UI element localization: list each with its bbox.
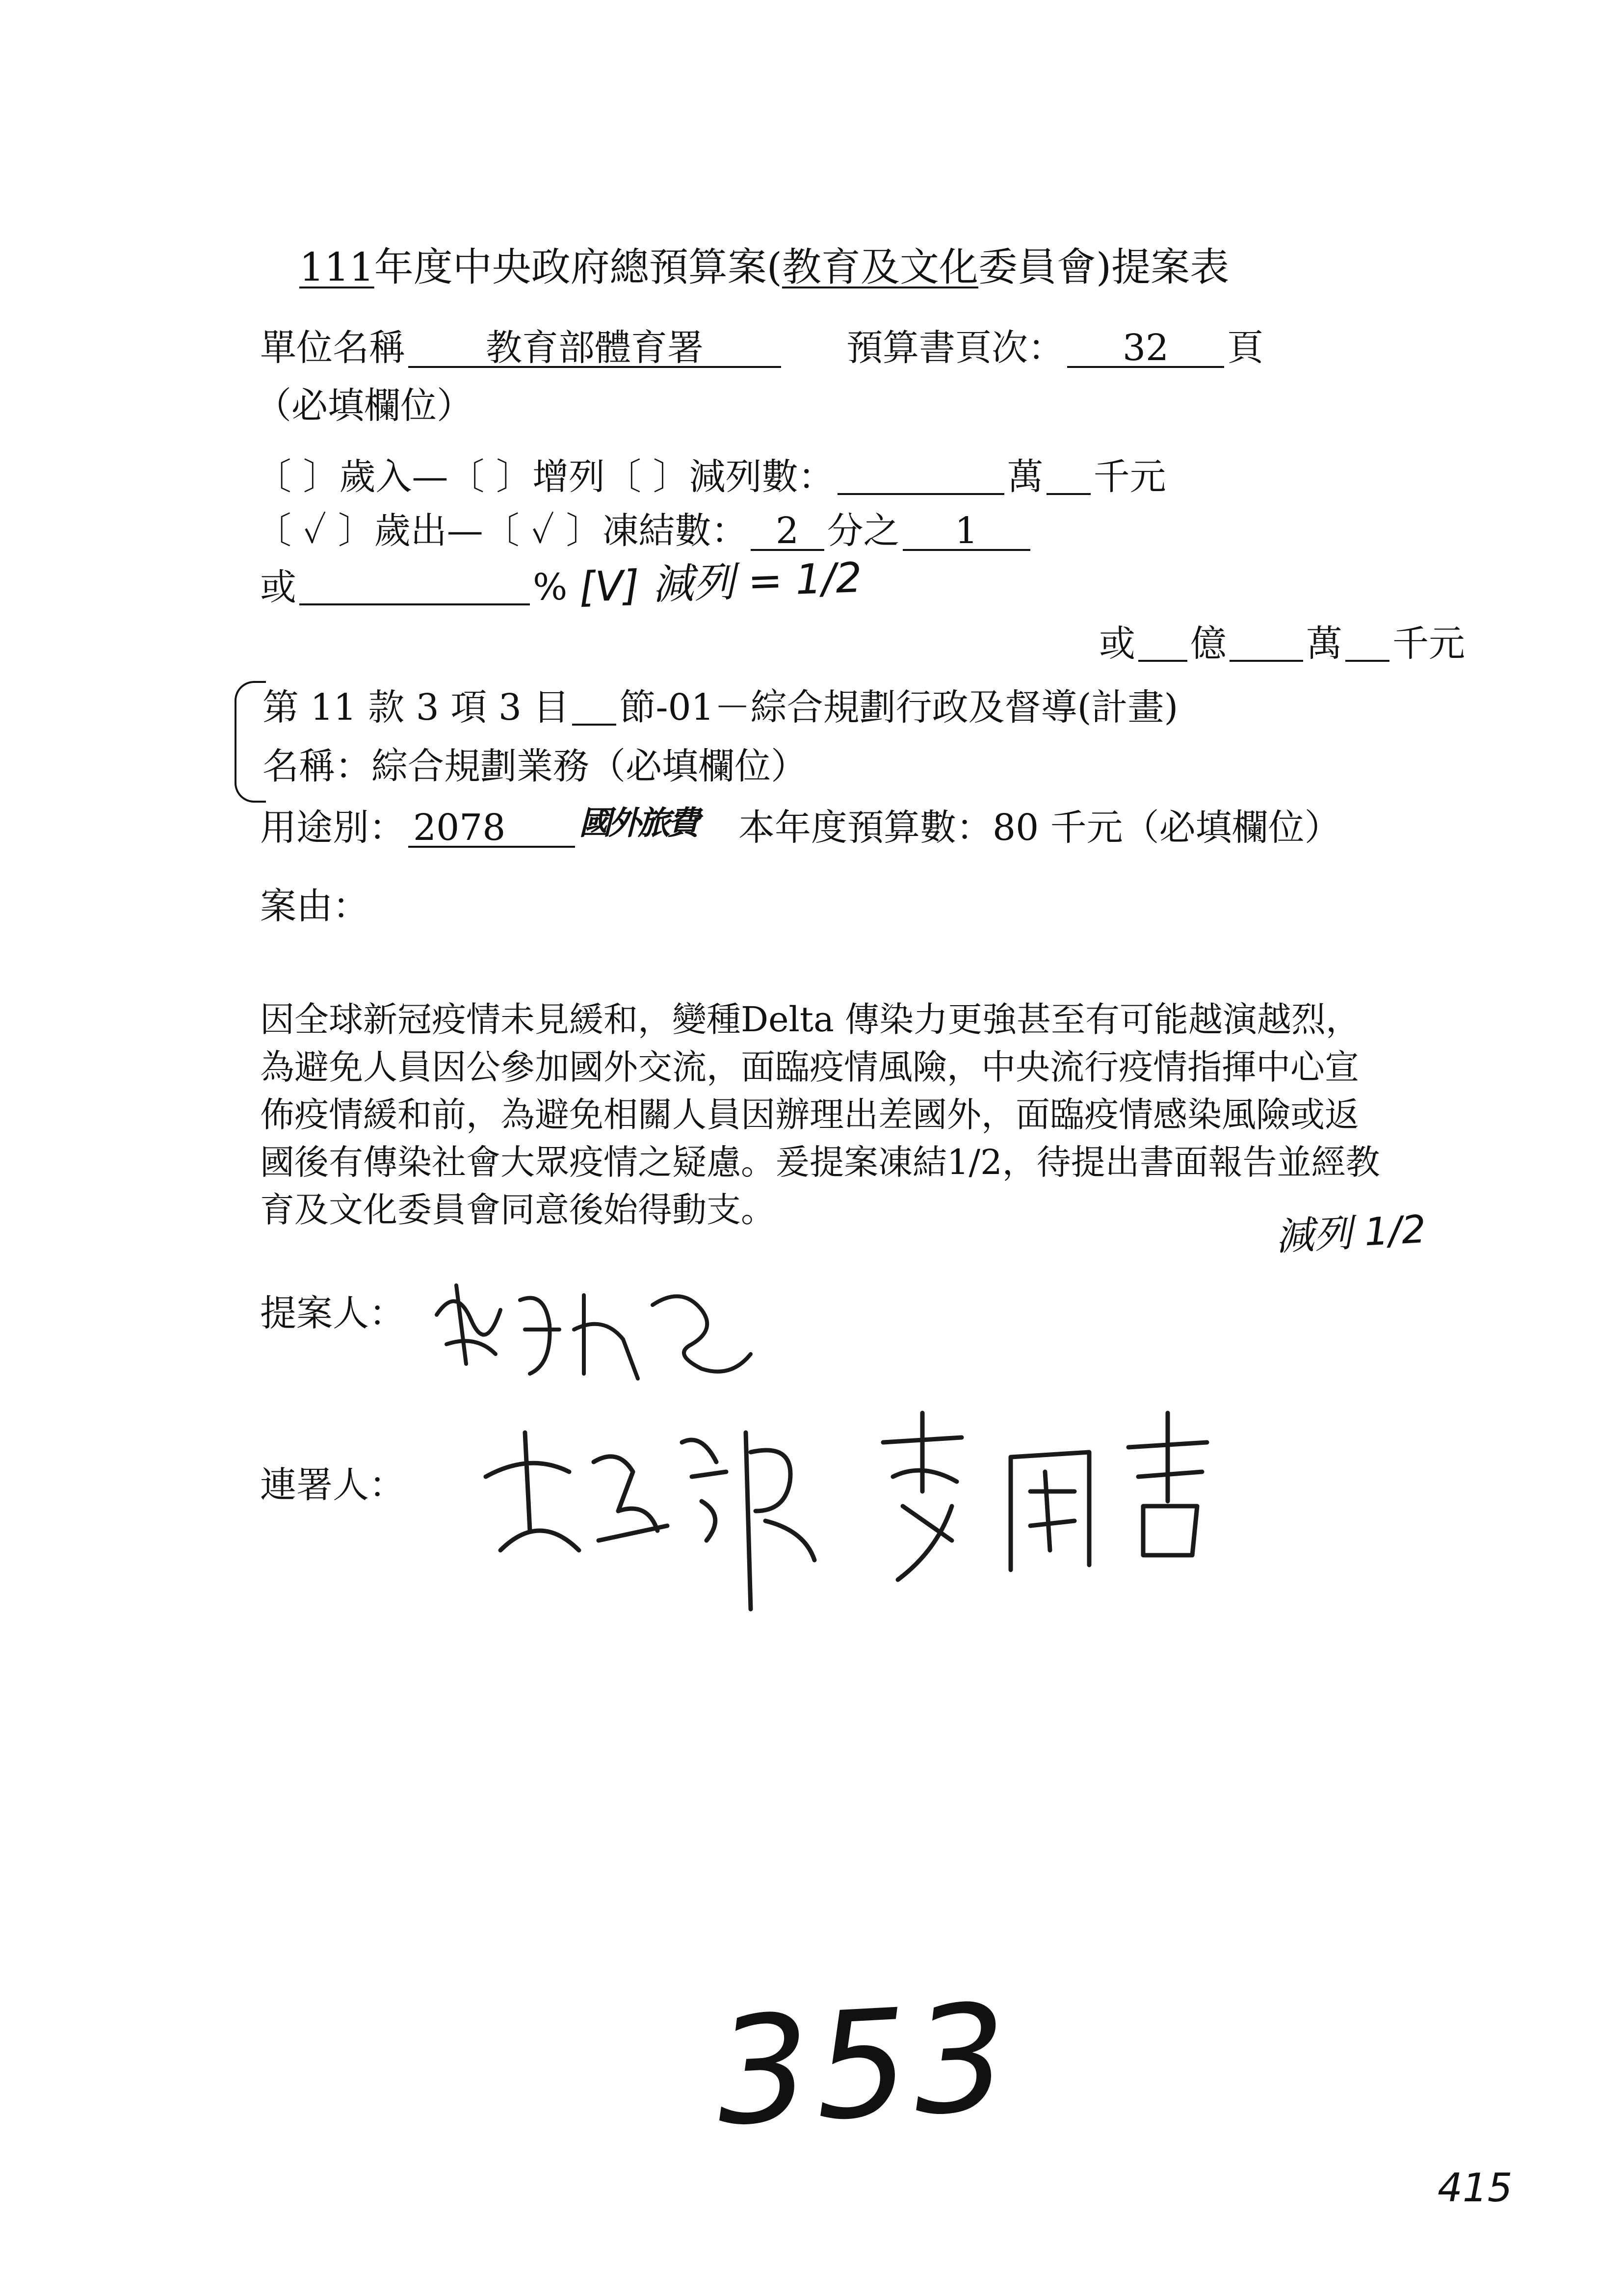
revenue-box-1: 〔 〕 (255, 456, 340, 498)
revenue-label-3: 減列數： (689, 456, 835, 498)
item-prefix: 第 11 款 3 項 3 目 (262, 686, 570, 729)
usage-line (260, 809, 578, 848)
title-mid: 年度中央政府總預算案( (374, 244, 782, 290)
usage-rest: 本年度預算數：80 千元（必填欄位） (738, 807, 1341, 849)
reduce-thousand-blank (1047, 459, 1091, 495)
cosigner-signature-1 (471, 1403, 824, 1619)
item-line (262, 686, 1179, 729)
usage-handwritten: 國外旅費 (579, 804, 697, 842)
amount-yi: 億 (1190, 623, 1227, 665)
expense-label-2: 凍結數： (602, 510, 748, 552)
title-committee: 教育及文化 (782, 244, 978, 290)
freeze-numerator: 1 (903, 513, 1030, 551)
item-bracket (235, 681, 266, 803)
section-blank (572, 689, 616, 726)
title-end: 委員會)提案表 (978, 244, 1230, 290)
revenue-box-3: 〔 〕 (605, 456, 689, 498)
or-label: 或 (260, 566, 296, 608)
unit-required-note: （必填欄位） (255, 385, 473, 427)
percent-sign: % (533, 566, 568, 608)
proposer-signature (427, 1256, 770, 1413)
amount-wan: 萬 (1306, 623, 1342, 665)
revenue-qian: 千元 (1093, 456, 1166, 498)
name-line: 名稱：綜合規劃業務（必填欄位） (262, 745, 807, 787)
reason-text: 因全球新冠疫情未見緩和，變種Delta 傳染力更強甚至有可能越演越烈，為避免人員因公參加國外交流，面臨疫情風險，中央流行疫情指揮中心宣佈疫情緩和前，為避免相關人員因辦理出差國外，面臨疫情感染風險或返國後有傳染社會大眾疫情之疑慮。爰提案凍結1/2，待提出書面報告並經教育及文化委員會同意後始得動支。 (260, 999, 1380, 1230)
wan-blank (1230, 626, 1303, 662)
unit-label: 單位名稱 (260, 327, 405, 369)
amount-line (1099, 623, 1465, 665)
unit-line (260, 327, 1264, 369)
page-unit: 頁 (1227, 327, 1264, 369)
expense-box-1: 〔 ✓ 〕 (255, 510, 374, 552)
usage-code: 2078 (408, 809, 575, 848)
percent-blank (299, 569, 530, 605)
unit-value: 教育部體育署 (408, 330, 781, 368)
fraction-word: 分之 (827, 510, 900, 552)
freeze-denominator: 2 (751, 513, 824, 551)
revenue-wan: 萬 (1007, 456, 1044, 498)
revenue-label-1: 歲入— (339, 456, 448, 498)
form-title (299, 244, 1230, 290)
handwritten-reduce-note: [V] 減列 = 1/2 (578, 553, 863, 612)
expense-box-2: 〔 ✓ 〕 (483, 510, 602, 552)
or-percent-line (260, 566, 568, 608)
item-section: 節-01－綜合規劃行政及督導(計畫) (619, 686, 1179, 729)
reason-handwritten-note: 減列 1/2 (1274, 1207, 1427, 1259)
cosigner-signature-2 (864, 1393, 1236, 1599)
reason-label: 案由： (260, 885, 369, 927)
expense-line (255, 510, 1033, 552)
amount-qian: 千元 (1392, 623, 1465, 665)
page-value: 32 (1067, 330, 1224, 368)
proposer-label: 提案人： (260, 1292, 405, 1334)
page-label: 預算書頁次： (846, 327, 1065, 369)
qian-blank (1345, 626, 1389, 662)
usage-label: 用途別： (260, 807, 405, 849)
reduce-amount-blank (838, 459, 1004, 495)
yi-blank (1138, 626, 1187, 662)
revenue-line (255, 456, 1166, 498)
cosigner-label: 連署人： (260, 1464, 405, 1506)
revenue-box-2: 〔 〕 (448, 456, 533, 498)
page-corner-number: 415 (1438, 2165, 1513, 2211)
stamp-number: 353 (712, 1972, 1017, 2159)
expense-label-1: 歲出— (374, 510, 483, 552)
title-year: 111 (299, 244, 374, 290)
revenue-label-2: 增列 (532, 456, 605, 498)
amount-or: 或 (1099, 623, 1135, 665)
